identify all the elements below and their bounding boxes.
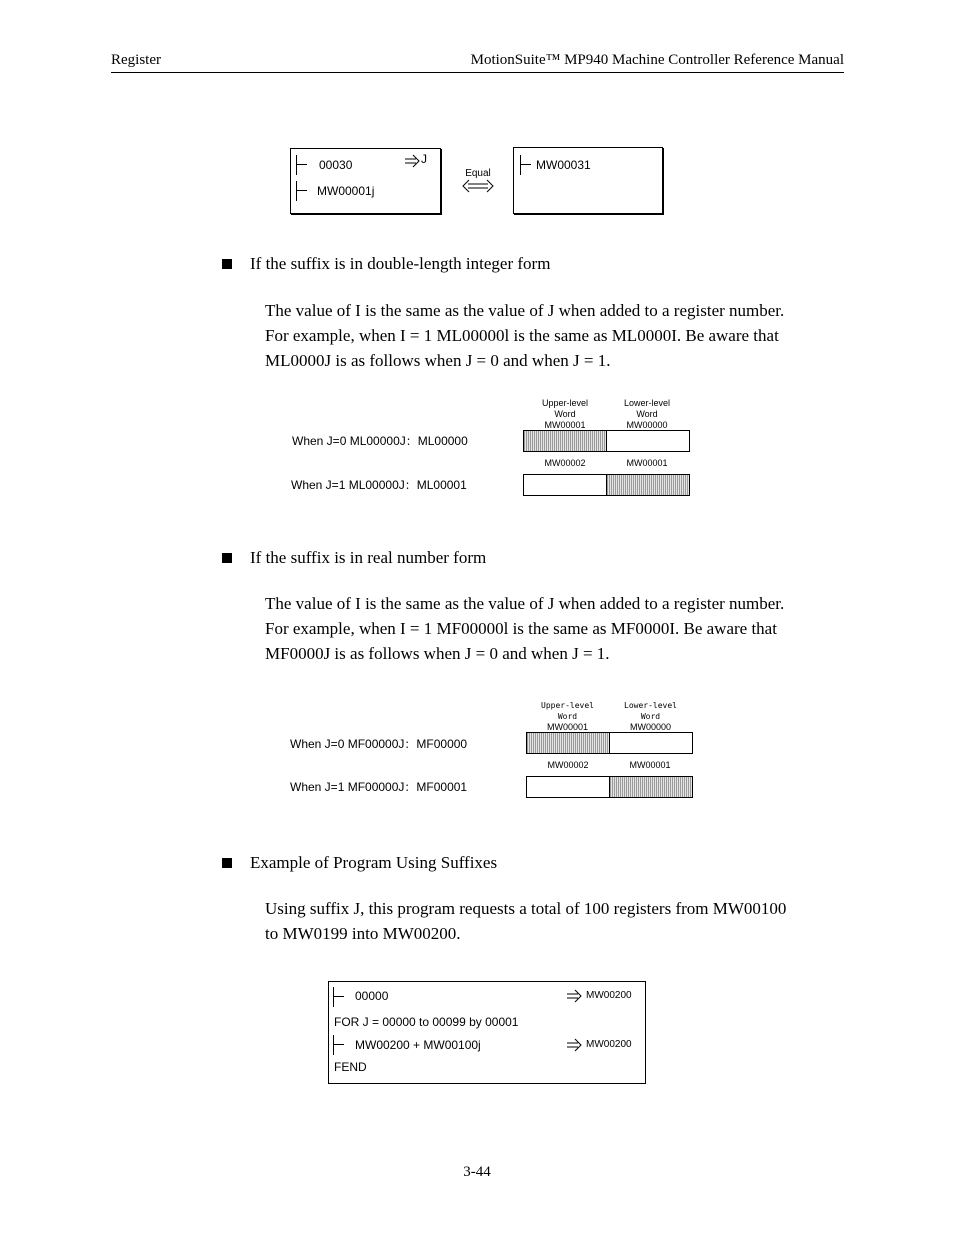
paragraph-line: The value of I is the same as the value of J when added to a register number.	[265, 301, 785, 320]
program-line-2: FOR J = 00000 to 00099 by 00001	[334, 1015, 519, 1029]
page-number: 3-44	[463, 1164, 491, 1180]
bullet-square-icon	[222, 553, 232, 563]
word-cell-upper-shaded	[526, 732, 610, 754]
row-label-j1: When J=1 ML00000J：ML00001	[291, 478, 467, 492]
assign-target: J	[421, 152, 427, 166]
assign-arrow-icon	[566, 989, 584, 1003]
ladder-register-mw00001j: MW00001j	[317, 184, 375, 198]
paragraph-line: The value of I is the same as the value of J when added to a register number.	[265, 594, 785, 613]
row-label-j0: When J=0 MF00000J：MF00000	[290, 737, 468, 751]
section-heading-double-length: If the suffix is in double-length integer form	[250, 254, 551, 273]
word-cell-upper-shaded	[523, 430, 607, 452]
ladder-value-00030: 00030	[319, 158, 353, 172]
word-address-left: MW00002	[547, 760, 589, 770]
row-label-j1: When J=1 MF00000J：MF00001	[290, 780, 468, 794]
header-section-title: Register	[111, 52, 161, 68]
program-line-3-target: MW00200	[586, 1039, 632, 1050]
left-ladder-box	[290, 148, 441, 214]
row-label-j0: When J=0 ML00000J：ML00000	[292, 434, 468, 448]
paragraph-line: For example, when I = 1 MF00000l is the same as MF0000I. Be aware that	[265, 619, 777, 638]
paragraph-program-example	[265, 896, 845, 946]
word-cell-upper	[526, 776, 610, 798]
word-address-right: MW00001	[626, 458, 668, 468]
program-line-3: MW00200 + MW00100j	[355, 1038, 481, 1052]
paragraph-line: For example, when I = 1 ML00000l is the same as ML0000I. Be aware that	[265, 326, 779, 345]
ladder-contact-mark	[333, 1035, 346, 1055]
header-manual-title: MotionSuite™ MP940 Machine Controller Reference Manual	[470, 52, 844, 68]
paragraph-real-number	[265, 591, 845, 666]
assign-arrow-icon	[566, 1038, 584, 1052]
lower-level-word-label: Lower-level Word MW00000	[624, 701, 677, 732]
equal-label: Equal	[465, 168, 491, 179]
ladder-contact-mark	[296, 155, 309, 175]
lower-level-word-label: Lower-level Word MW00000	[623, 398, 671, 430]
program-listing-box	[328, 981, 646, 1084]
section-heading-real-number: If the suffix is in real number form	[250, 548, 487, 567]
word-cell-lower	[609, 732, 693, 754]
ladder-register-mw00031: MW00031	[536, 158, 591, 172]
paragraph-line: Using suffix J, this program requests a total of 100 registers from MW00100	[265, 899, 787, 918]
upper-level-word-label: Upper-level Word MW00001	[541, 701, 594, 732]
section-heading-program-example: Example of Program Using Suffixes	[250, 853, 498, 872]
word-cell-lower	[606, 430, 690, 452]
header-rule	[111, 72, 844, 73]
paragraph-double-length	[265, 298, 845, 373]
right-ladder-box	[513, 147, 663, 214]
word-address-right: MW00001	[629, 760, 671, 770]
ladder-contact-mark	[520, 155, 533, 175]
upper-level-word-label: Upper-level Word MW00001	[541, 398, 589, 430]
paragraph-line: MF0000J is as follows when J = 0 and when J = 1.	[265, 644, 610, 663]
program-line-4: FEND	[334, 1060, 367, 1074]
word-cell-lower-shaded	[606, 474, 690, 496]
paragraph-line: ML0000J is as follows when J = 0 and when J = 1.	[265, 351, 611, 370]
program-line-1-target: MW00200	[586, 990, 632, 1001]
ladder-contact-mark	[296, 181, 309, 201]
paragraph-line: to MW0199 into MW00200.	[265, 924, 461, 943]
program-line-1: 00000	[355, 989, 389, 1003]
bullet-square-icon	[222, 858, 232, 868]
word-cell-lower-shaded	[609, 776, 693, 798]
bullet-square-icon	[222, 259, 232, 269]
word-address-left: MW00002	[544, 458, 586, 468]
ladder-contact-mark	[333, 987, 346, 1007]
assign-arrow-icon	[404, 154, 422, 168]
double-arrow-icon	[462, 179, 494, 193]
word-cell-upper	[523, 474, 607, 496]
